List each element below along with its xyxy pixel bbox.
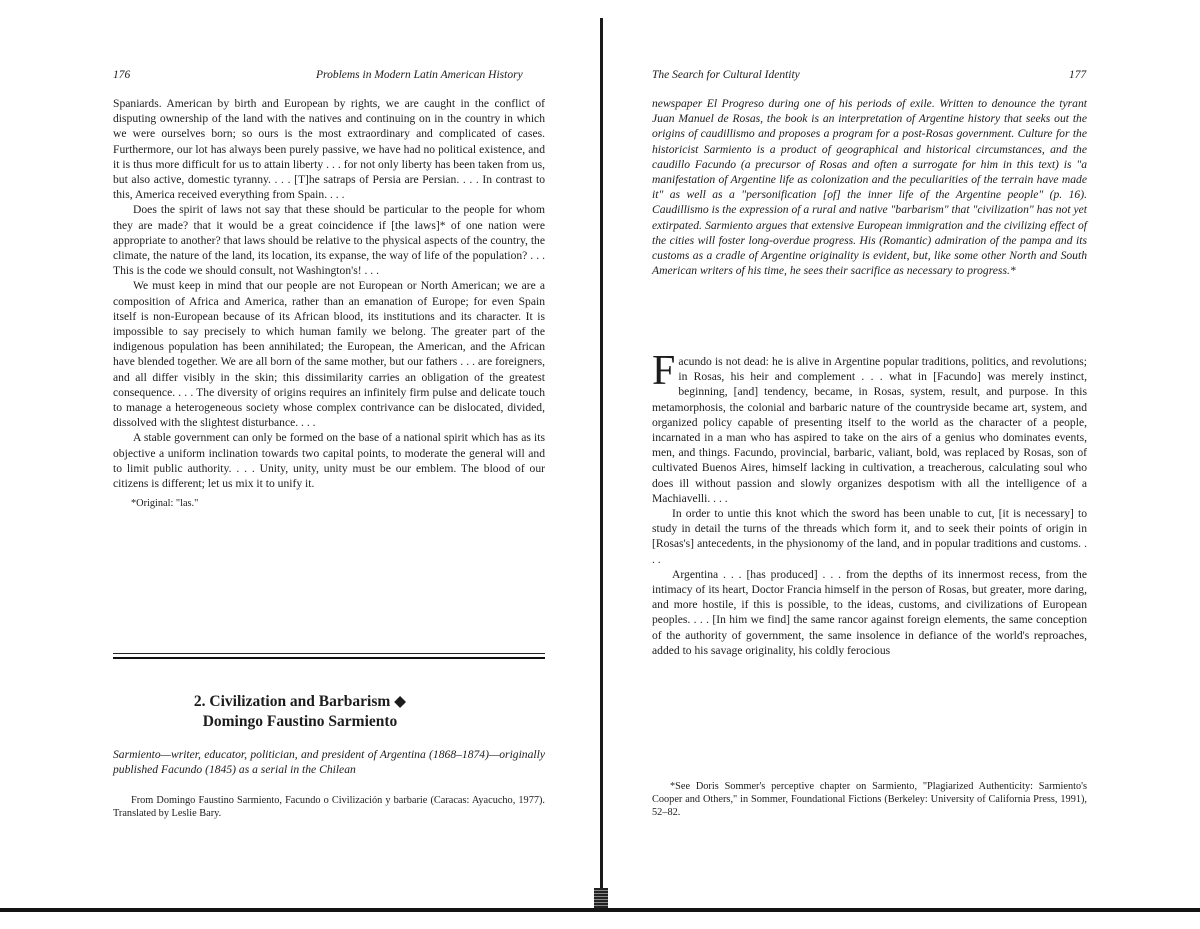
right-page: [603, 0, 1200, 929]
right-running-head: The Search for Cultural Identity: [652, 69, 800, 81]
intro-text: newspaper El Progreso during one of his periods of exile. Written to denounce the tyrant Juan Manuel de Rosas, the book is an interpretation of Argentine history that seeks out the origins of caudillismo and proposes a program for a post-Rosas government. Culture for the historicist Sarmiento is a product of geographical and historical circumstances, and the caudillo Facundo (a precursor of Rosas and often a surrogate for him in this text) is "a manifestation of Argentine life as colonization and the peculiarities of the terrain have made it" as well as a "personification [of] the inner life of the Argentine people" (p. 16). Caudillismo is the expression of a rural and native "barbarism" that "civilization" has not yet extirpated. Sarmiento argues that extensive European immigration and the civilizing effect of the cities will foster long-overdue progress. His (Romantic) admiration of the pampa and its customs as a cradle of Argentine originality is evident, but, like some other North and South American writers of his time, he sees their sacrifice as necessary to progress.*: [652, 97, 1087, 278]
right-intro: [652, 96, 1087, 278]
intro-text: Sarmiento—writer, educator, politician, and president of Argentina (1868–1874)—originally published Facundo (1845) as a serial in the Chilean: [113, 748, 545, 777]
body-paragraph: Argentina . . . [has produced] . . . from the depths of its innermost recess, from the intimacy of its heart, Doctor Francia himself in the person of Rosas, but greater, more daring, and more hostile, if this is possible, to the ideas, customs, and civilizations of European peoples. . . . [In him we find] the same rancor against foreign elements, the same conception of the authority of government, the same insolence in defiance of the world's reproaches, added to his savage originality, his coldly ferocious: [652, 567, 1087, 657]
right-body: [652, 348, 1087, 658]
section-title-line1: 2. Civilization and Barbarism ◆: [193, 693, 407, 710]
separator-rule-thin: [113, 653, 545, 654]
left-running-head: Problems in Modern Latin American History: [316, 69, 523, 81]
right-page-number: 177: [1069, 69, 1087, 81]
scan-bottom-edge: [0, 908, 1200, 912]
body-paragraph: In order to untie this knot which the sword has been unable to cut, [it is necessary] to study in detail the turns of the threads which form it, and to seek their points of origin in [Rosas's] antecedents, in the physionomy of the land, and in popular traditions and customs. . . .: [652, 507, 1087, 566]
left-page-number: 176: [113, 69, 131, 81]
section-title: [110, 692, 490, 732]
footnote: *See Doris Sommer's perceptive chapter on Sarmiento, "Plagiarized Authenticity: Sarmiento's Cooper and Others," in Sommer, Foundational Fictions (Berkeley: University of California Press, 1991), 52–82.: [652, 781, 1087, 818]
source-note: From Domingo Faustino Sarmiento, Facundo o Civilización y barbarie (Caracas: Ayacucho, 1977). Translated by Leslie Bary.: [113, 795, 545, 819]
paragraph-text: acundo is not dead: he is alive in Argentine popular traditions, politics, and revolutions; in Rosas, his heir and complement . . . what in [Facundo] was merely instinct, beginning, [and] tendency, became, in Rosas, system, result, and purpose. In this metamorphosis, the colonial and barbaric nature of the countryside became art, system, and organized policy capable of presenting itself to the world as the character of a people, incarnated in a man who has aspired to take on the airs of a genius who dominates events, men, and things. Facundo, provincial, barbaric, valiant, bold, was replaced by Rosas, son of cultivated Buenos Aires, himself lacking in cultivation, a treacherous, calculating soul who does ill without passion and slowly organizes despotism with all the intelligence of a Machiavelli. . . .: [652, 355, 1087, 505]
right-footnote: [652, 780, 1087, 819]
body-paragraph: We must keep in mind that our people are not European or North American; we are a composition of Africa and America, rather than an emanation of Europe; for even Spain itself is non-European because of its African blood, its institutions and its character. It is impossible to say precisely to which human family we belong. The greater part of the indigenous population has been annihilated; the European, the American, and the African have blended together. We are all born of the same mother, but our fathers . . . are foreigners, and all differ visibly in the skin; this dissimilarity carries an obligation of the greatest consequence. . . . The diversity of origins requires an infinitely firm pulse and delicate touch to manage a heterogeneous society whose complex contrivance can be dislocated, divided, dissolved with the slightest disturbance. . . .: [113, 279, 545, 430]
left-intro: [113, 747, 545, 777]
section-title-line2: Domingo Faustino Sarmiento: [202, 713, 398, 730]
separator-rule-thick: [113, 657, 545, 659]
footnote: *Original: "las.": [131, 498, 199, 510]
body-paragraph: Does the spirit of laws not say that these should be particular to the people for whom they are made? that it would be a great coincidence if [the laws]* of one nation were appropriate to another? that laws should be relative to the physical aspects of the country, the climate, the nature of the land, its location, its expanse, the way of life of the population? . . . This is the code we should consult, not Washington's! . . .: [113, 203, 545, 278]
left-body: [113, 96, 545, 510]
left-source-note: [113, 794, 545, 820]
body-paragraph: [652, 348, 1087, 506]
body-paragraph: A stable government can only be formed on the base of a national spirit which has as its objective a uniform inclination towards two capital points, to moderate the general will and to limit public authority. . . . Unity, unity, unity must be our emblem. The blood of our citizens is different; let us mix it to unify it.: [113, 431, 545, 491]
body-paragraph: Spaniards. American by birth and European by rights, we are caught in the conflict of disputing ownership of the land with the natives and continuing on in the country in which we were ourselves born; so ours is the most extraordinary and complicated of cases. Furthermore, our lot has always been purely passive, we have had no political existence, and it is thus more difficult for us to attain liberty . . . for not only liberty has been taken from us, but also active, domestic tyranny. . . . [T]he satraps of Persia are Persian. . . . In contrast to this, America received everything from Spain. . . .: [113, 97, 545, 202]
drop-cap: F: [652, 348, 676, 394]
